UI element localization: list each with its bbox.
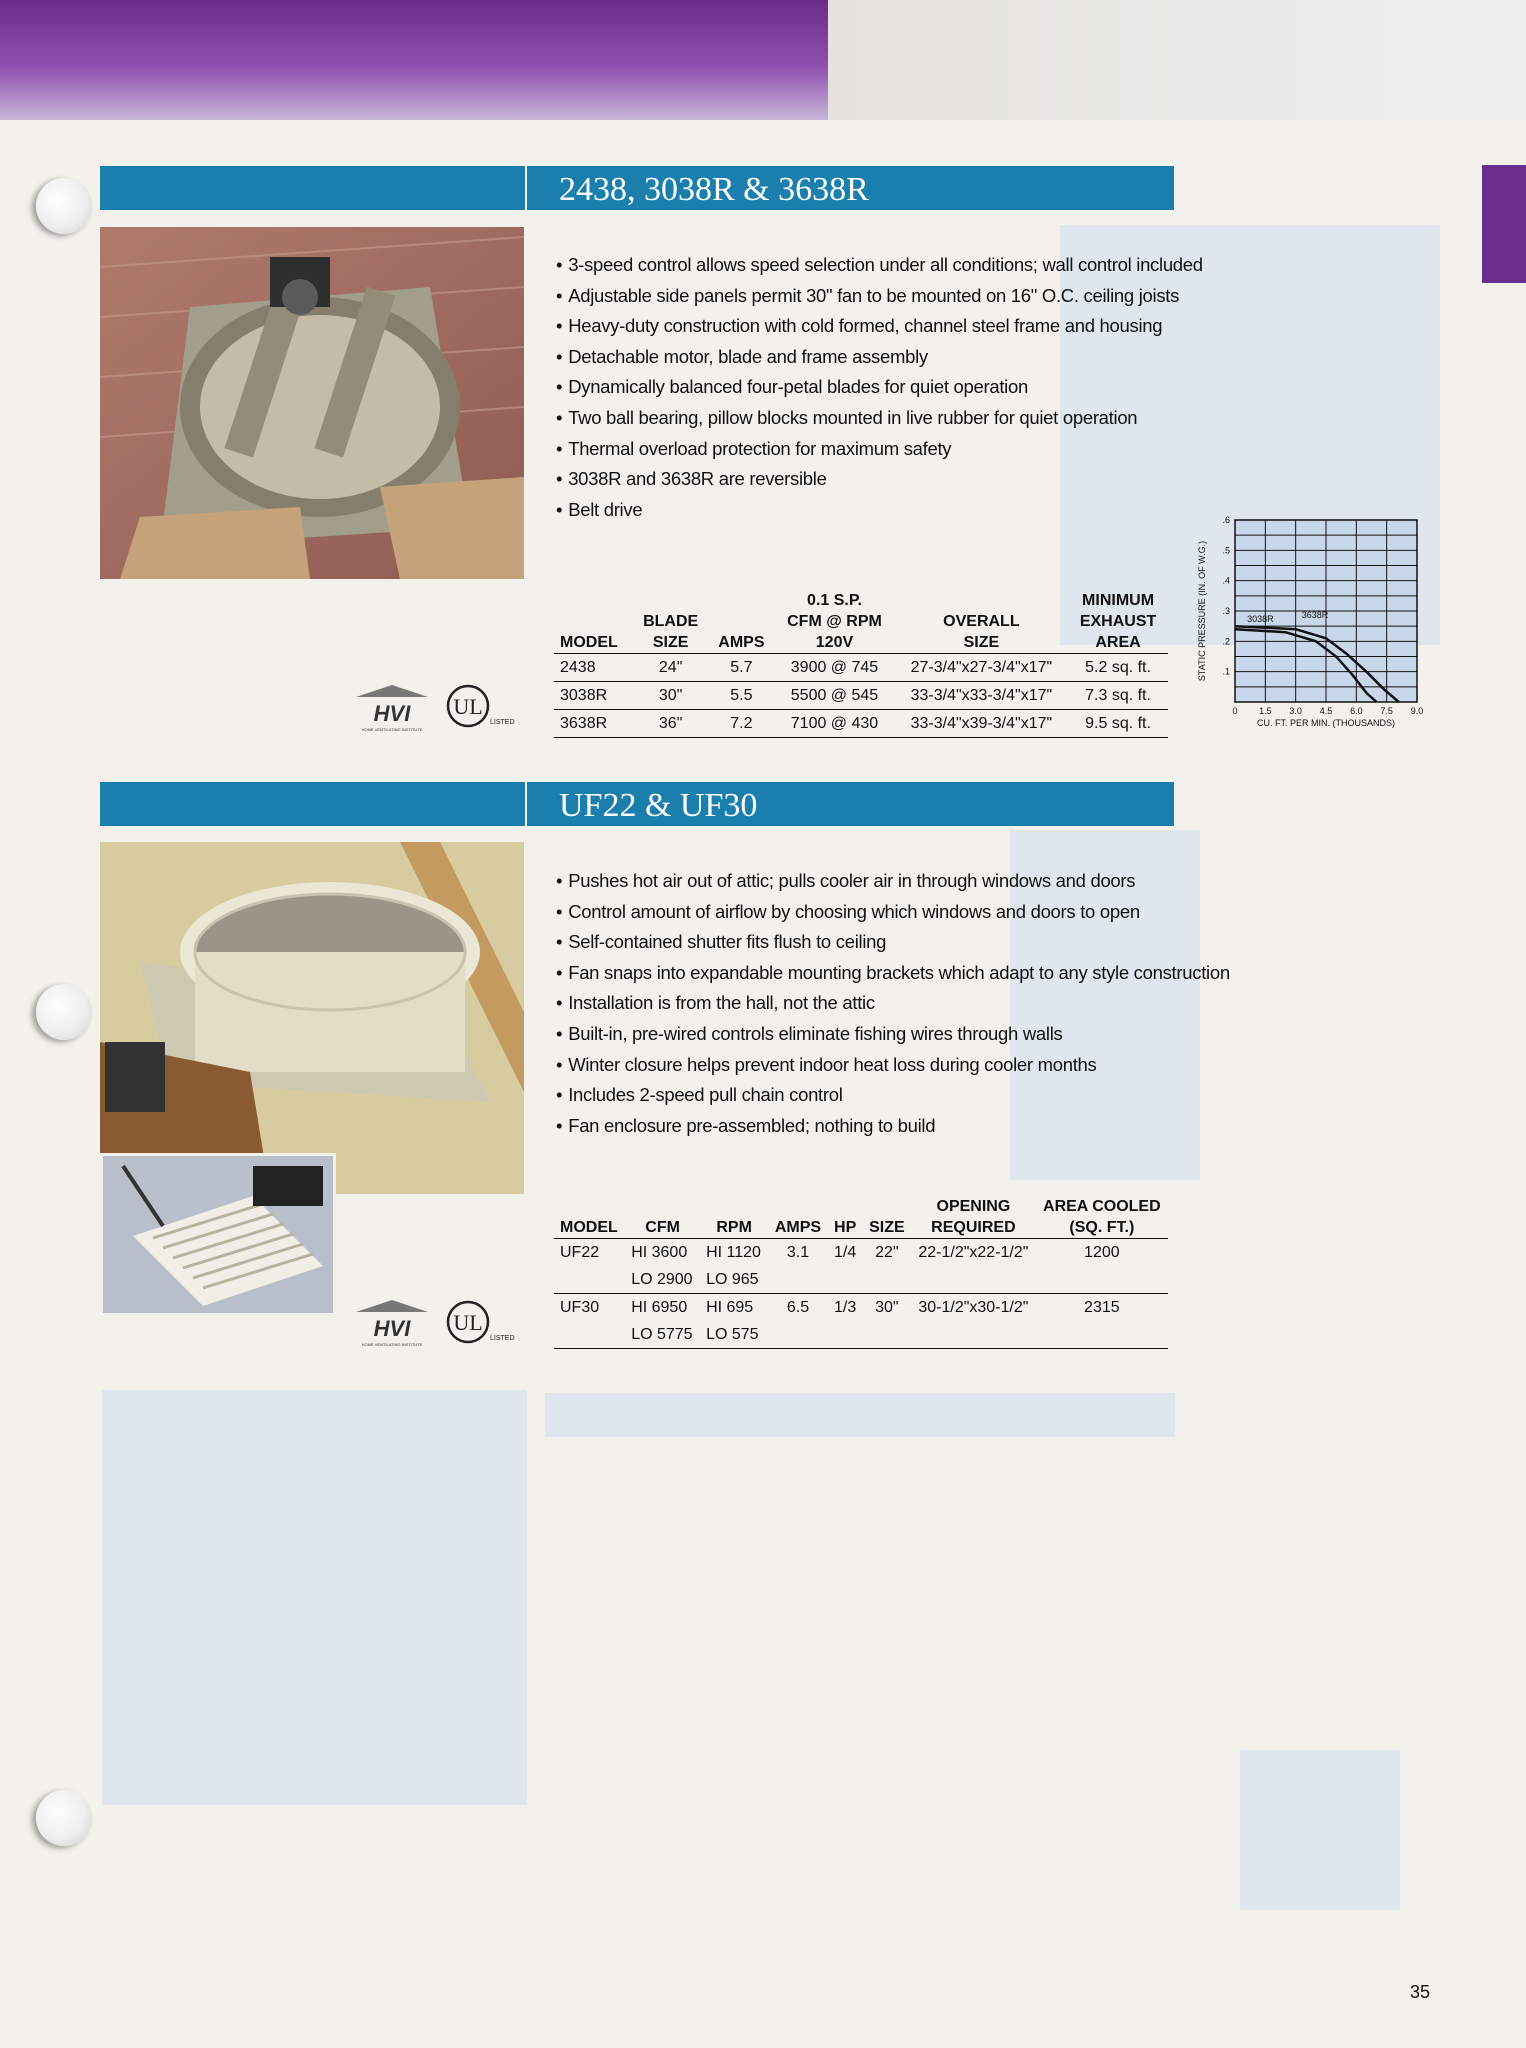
table-row bbox=[554, 1294, 1168, 1322]
feature-item: • 3-speed control allows speed selection under all conditions; wall control included bbox=[556, 250, 1203, 281]
section-bar-left bbox=[100, 166, 525, 210]
table-cell bbox=[828, 1266, 863, 1294]
column-header: RPM bbox=[700, 1196, 768, 1239]
ul-listed-logo bbox=[446, 1298, 526, 1353]
spec-table bbox=[554, 1196, 1168, 1349]
header-band-fade bbox=[828, 0, 1526, 120]
column-header: AMPS bbox=[709, 590, 775, 654]
table-cell bbox=[554, 1266, 625, 1294]
table-cell: HI 3600 bbox=[631, 1244, 688, 1261]
feature-item: • Dynamically balanced four-petal blades for quiet operation bbox=[556, 372, 1203, 403]
binder-hole bbox=[36, 178, 92, 234]
table-cell bbox=[863, 1321, 912, 1349]
feature-item: • Two ball bearing, pillow blocks mounted in live rubber for quiet operation bbox=[556, 403, 1203, 434]
table-cell: HI 1120 bbox=[706, 1244, 761, 1261]
feature-item: • Installation is from the hall, not the attic bbox=[556, 988, 1230, 1019]
x-tick-label: 6.0 bbox=[1350, 706, 1363, 716]
y-tick-label: .2 bbox=[1222, 636, 1230, 647]
table-cell bbox=[768, 1321, 827, 1349]
column-header: BLADE SIZE bbox=[633, 590, 709, 654]
performance-chart bbox=[1185, 508, 1425, 743]
table-cell: 22" bbox=[875, 1244, 899, 1261]
x-tick-label: 7.5 bbox=[1380, 706, 1393, 716]
table-cell: 2315 bbox=[1084, 1299, 1120, 1316]
table-cell: 27-3/4"x27-3/4"x17" bbox=[895, 654, 1068, 682]
table-cell: LO 575 bbox=[700, 1321, 768, 1349]
column-header: HP bbox=[828, 1196, 863, 1239]
table-cell: 1/3 bbox=[834, 1299, 857, 1316]
table-cell: 7.3 sq. ft. bbox=[1068, 682, 1168, 710]
table-cell: 3638R bbox=[554, 710, 633, 738]
table-cell: 33-3/4"x39-3/4"x17" bbox=[895, 710, 1068, 738]
ul-listed-text: LISTED bbox=[490, 719, 515, 726]
table-cell: 7100 @ 430 bbox=[774, 710, 894, 738]
table-cell: 3.1 bbox=[786, 1244, 810, 1261]
y-tick-label: .4 bbox=[1222, 575, 1230, 586]
feature-item: • Detachable motor, blade and frame assembly bbox=[556, 342, 1203, 373]
section-tab-marker bbox=[1482, 165, 1526, 283]
table-row bbox=[554, 682, 1168, 710]
table-row bbox=[554, 1321, 1168, 1349]
ul-mark: UL bbox=[453, 1310, 483, 1335]
feature-list bbox=[556, 866, 1230, 1141]
bleed-through-panel bbox=[102, 1390, 527, 1805]
table-header-row bbox=[554, 590, 1168, 654]
feature-item: • Adjustable side panels permit 30" fan to be mounted on 16" O.C. ceiling joists bbox=[556, 281, 1203, 312]
table-cell: 9.5 sq. ft. bbox=[1068, 710, 1168, 738]
table-cell: 3038R bbox=[554, 682, 633, 710]
ul-listed-text: LISTED bbox=[490, 1335, 515, 1342]
hvi-logo bbox=[352, 683, 432, 738]
table-cell: HI 6950 bbox=[631, 1299, 688, 1316]
bleed-through-panel bbox=[1240, 1750, 1400, 1910]
column-header: SIZE bbox=[863, 1196, 912, 1239]
feature-item: • 3038R and 3638R are reversible bbox=[556, 464, 1203, 495]
section-title-bar bbox=[527, 166, 1174, 210]
table-cell: HI 695 bbox=[706, 1299, 754, 1316]
feature-item: • Thermal overload protection for maximum safety bbox=[556, 434, 1203, 465]
purple-header-band bbox=[0, 0, 828, 120]
x-tick-label: 0 bbox=[1232, 706, 1238, 716]
column-header: AREA COOLED (SQ. FT.) bbox=[1036, 1196, 1168, 1239]
table-cell: 30" bbox=[875, 1299, 899, 1316]
feature-list bbox=[556, 250, 1203, 525]
section-title: UF22 & UF30 bbox=[559, 787, 758, 824]
table-cell: 33-3/4"x33-3/4"x17" bbox=[895, 682, 1068, 710]
table-row bbox=[554, 1266, 1168, 1294]
x-tick-label: 9.0 bbox=[1410, 706, 1424, 716]
table-cell: 5.2 sq. ft. bbox=[1068, 654, 1168, 682]
table-cell: 3900 @ 745 bbox=[774, 654, 894, 682]
table-row bbox=[554, 1239, 1168, 1267]
series-label: 3038R bbox=[1247, 614, 1274, 625]
table-cell: 30" bbox=[633, 682, 709, 710]
feature-item: • Belt drive bbox=[556, 495, 1203, 526]
column-header: MODEL bbox=[554, 1196, 625, 1239]
section-bar-left bbox=[100, 782, 525, 826]
chart-svg bbox=[1185, 508, 1425, 738]
table-cell: 6.5 bbox=[786, 1299, 810, 1316]
spec-table bbox=[554, 590, 1168, 738]
y-tick-label: .1 bbox=[1222, 666, 1230, 677]
feature-item: • Fan enclosure pre-assembled; nothing to build bbox=[556, 1111, 1230, 1142]
column-header: AMPS bbox=[768, 1196, 827, 1239]
table-row bbox=[554, 654, 1168, 682]
table-header-row bbox=[554, 1196, 1168, 1239]
feature-item: • Fan snaps into expandable mounting brackets which adapt to any style construction bbox=[556, 958, 1230, 989]
table-cell: 24" bbox=[633, 654, 709, 682]
table-cell bbox=[828, 1321, 863, 1349]
table-cell: 5.5 bbox=[709, 682, 775, 710]
y-tick-label: .3 bbox=[1222, 606, 1230, 616]
table-cell bbox=[1036, 1266, 1168, 1294]
bleed-through-bar bbox=[545, 1393, 1175, 1437]
hvi-logo bbox=[352, 1298, 432, 1353]
table-cell bbox=[554, 1321, 625, 1349]
table-cell: 5500 @ 545 bbox=[774, 682, 894, 710]
table-cell: UF30 bbox=[560, 1299, 600, 1316]
feature-item: • Built-in, pre-wired controls eliminate fishing wires through walls bbox=[556, 1019, 1230, 1050]
table-cell bbox=[911, 1266, 1036, 1294]
table-row bbox=[554, 710, 1168, 738]
x-tick-label: 4.5 bbox=[1319, 706, 1333, 716]
column-header: OPENING REQUIRED bbox=[911, 1196, 1036, 1239]
section-title: 2438, 3038R & 3638R bbox=[559, 171, 869, 208]
column-header: 0.1 S.P. CFM @ RPM 120V bbox=[774, 590, 894, 654]
table-cell: LO 2900 bbox=[625, 1266, 700, 1294]
x-tick-label: 1.5 bbox=[1259, 706, 1272, 716]
series-label: 3638R bbox=[1301, 610, 1329, 621]
table-cell: UF22 bbox=[560, 1244, 600, 1261]
hvi-mark: HVI bbox=[373, 701, 411, 726]
table-cell: 7.2 bbox=[709, 710, 775, 738]
hvi-mark: HVI bbox=[373, 1316, 411, 1341]
binder-hole bbox=[36, 1790, 92, 1846]
table-cell: 5.7 bbox=[709, 654, 775, 682]
table-cell: 22-1/2"x22-1/2" bbox=[918, 1244, 1029, 1261]
table-cell: 36" bbox=[633, 710, 709, 738]
hvi-subtext: HOME VENTILATING INSTITUTE bbox=[361, 1342, 423, 1347]
feature-item: • Pushes hot air out of attic; pulls cooler air in through windows and doors bbox=[556, 866, 1230, 897]
column-header: MINIMUM EXHAUST AREA bbox=[1068, 590, 1168, 654]
hvi-subtext: HOME VENTILATING INSTITUTE bbox=[361, 727, 423, 732]
table-cell bbox=[1036, 1321, 1168, 1349]
x-axis-label: CU. FT. PER MIN. (THOUSANDS) bbox=[1256, 718, 1396, 728]
table-cell: LO 965 bbox=[700, 1266, 768, 1294]
table-cell bbox=[768, 1266, 827, 1294]
feature-item: • Self-contained shutter fits flush to ceiling bbox=[556, 927, 1230, 958]
feature-item: • Heavy-duty construction with cold formed, channel steel frame and housing bbox=[556, 311, 1203, 342]
y-tick-label: .5 bbox=[1222, 545, 1230, 556]
column-header: CFM bbox=[625, 1196, 700, 1239]
ceiling-shutter-photo bbox=[100, 1153, 336, 1316]
ul-mark: UL bbox=[453, 694, 483, 719]
column-header: OVERALL SIZE bbox=[895, 590, 1068, 654]
attic-fan-photo bbox=[100, 227, 524, 579]
table-cell: LO 5775 bbox=[625, 1321, 700, 1349]
table-cell: 30-1/2"x30-1/2" bbox=[918, 1299, 1029, 1316]
feature-item: • Control amount of airflow by choosing which windows and doors to open bbox=[556, 897, 1230, 928]
section-title-bar bbox=[527, 782, 1174, 826]
whole-house-fan-photo bbox=[100, 842, 524, 1194]
column-header: MODEL bbox=[554, 590, 633, 654]
page-number: 35 bbox=[1410, 1982, 1431, 2002]
table-cell: 1200 bbox=[1084, 1244, 1120, 1261]
x-tick-label: 3.0 bbox=[1289, 706, 1302, 716]
feature-item: • Includes 2-speed pull chain control bbox=[556, 1080, 1230, 1111]
y-axis-label: STATIC PRESSURE (IN. OF W.G.) bbox=[1197, 540, 1207, 682]
table-cell bbox=[911, 1321, 1036, 1349]
feature-item: • Winter closure helps prevent indoor heat loss during cooler months bbox=[556, 1050, 1230, 1081]
table-cell: 1/4 bbox=[834, 1244, 857, 1261]
ul-listed-logo bbox=[446, 682, 526, 737]
y-tick-label: .6 bbox=[1222, 515, 1230, 525]
table-cell: 2438 bbox=[554, 654, 633, 682]
binder-hole bbox=[36, 984, 92, 1040]
table-cell bbox=[863, 1266, 912, 1294]
